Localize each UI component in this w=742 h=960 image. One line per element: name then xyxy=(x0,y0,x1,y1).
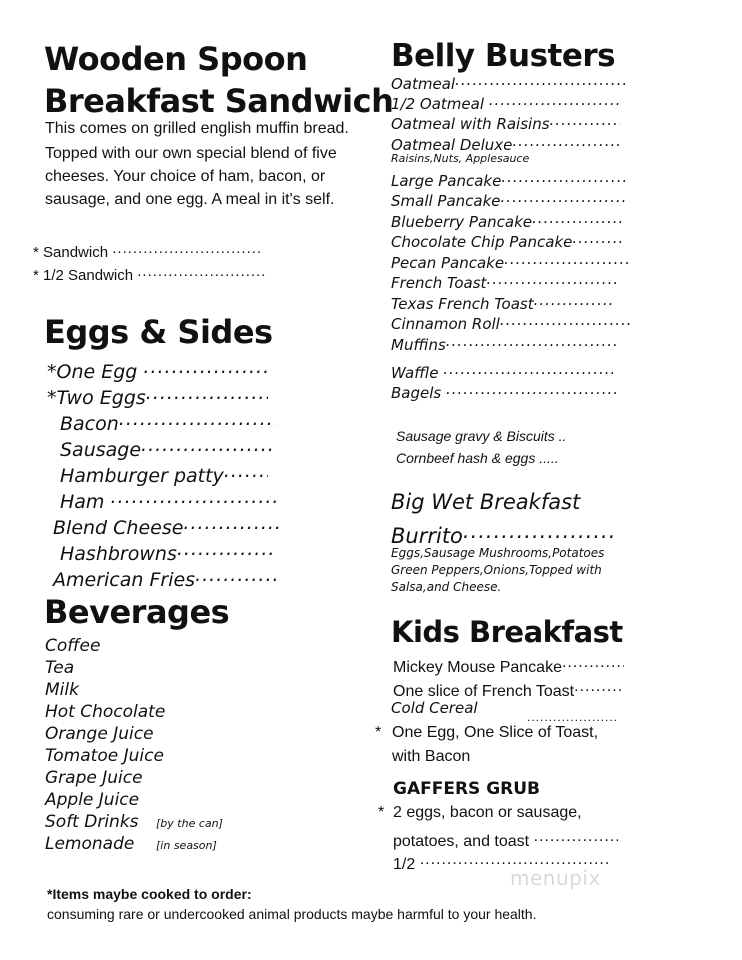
dot-leader xyxy=(572,229,624,247)
kids-combo-star: * xyxy=(375,724,382,741)
beverage-item: Apple Juice xyxy=(45,790,140,810)
dot-leader xyxy=(112,240,262,257)
dot-leader xyxy=(137,263,267,280)
menu-item xyxy=(393,828,618,851)
menu-item xyxy=(391,111,620,133)
menu-item xyxy=(33,263,278,284)
item-label: Hamburger patty xyxy=(60,465,224,487)
beverage-item: Milk xyxy=(45,680,79,700)
menu-item xyxy=(60,434,274,461)
extra-item: Cornbeef hash & eggs ..... xyxy=(396,450,559,466)
footer-note-title: *Items maybe cooked to order: xyxy=(47,886,252,902)
burrito-title-line1: Big Wet Breakfast xyxy=(391,490,581,514)
menu-item xyxy=(391,270,620,292)
dot-leader xyxy=(534,828,618,846)
dot-leader xyxy=(562,654,624,672)
dot-leader xyxy=(489,91,622,109)
dot-leader xyxy=(534,291,612,309)
menu-item xyxy=(391,229,624,251)
item-label: Sausage xyxy=(60,439,142,461)
item-label: Oatmeal xyxy=(391,75,456,93)
item-label: Muffins xyxy=(391,336,446,354)
burrito-desc-2: Green Peppers,Onions,Topped with xyxy=(391,563,602,577)
item-label: Blend Cheese xyxy=(53,517,184,539)
dot-leader xyxy=(446,380,618,398)
menu-item xyxy=(60,538,275,565)
burrito-desc-1: Eggs,Sausage Mushrooms,Potatoes xyxy=(391,546,605,560)
sandwich-desc-1: This comes on grilled english muffin bread. xyxy=(45,120,349,137)
menu-item xyxy=(391,91,622,113)
menu-item xyxy=(393,678,624,701)
menu-item xyxy=(47,382,268,409)
dot-leader xyxy=(463,519,617,543)
menu-item xyxy=(391,250,628,272)
item-label: Texas French Toast xyxy=(391,295,534,313)
sandwich-desc-2: Topped with our own special blend of five xyxy=(45,145,337,162)
item-label: Small Pancake xyxy=(391,192,501,210)
dot-leader xyxy=(574,678,624,696)
menu-item xyxy=(53,512,283,539)
beverage-item: Soft Drinks xyxy=(45,812,139,832)
menu-item xyxy=(391,311,632,333)
item-label: *One Egg xyxy=(47,361,138,383)
item-label: potatoes, and toast xyxy=(393,833,530,850)
item-label: French Toast xyxy=(391,274,487,292)
beverage-item: Tea xyxy=(45,658,75,678)
beverage-item: Lemonade xyxy=(45,834,135,854)
item-label: Pecan Pancake xyxy=(391,254,505,272)
dot-leader xyxy=(119,408,275,430)
menu-item xyxy=(60,486,276,513)
menu-item xyxy=(60,460,268,487)
item-label: Large Pancake xyxy=(391,172,502,190)
beverage-note: [by the can] xyxy=(156,817,223,830)
item-label: Bagels xyxy=(391,384,442,402)
dot-leader xyxy=(500,311,632,329)
dot-leader xyxy=(512,132,622,150)
extra-item: Sausage gravy & Biscuits .. xyxy=(396,428,567,444)
item-label: 1/2 Sandwich xyxy=(43,267,134,284)
dot-leader xyxy=(177,538,275,560)
menu-item xyxy=(60,408,275,435)
menu-item xyxy=(391,71,631,93)
star-marker: * xyxy=(33,267,39,284)
menu-item xyxy=(53,564,277,591)
menu-item xyxy=(391,360,613,382)
menu-item xyxy=(391,291,612,313)
menu-item xyxy=(47,356,268,383)
dot-leader xyxy=(501,168,625,186)
gaffers-line1: 2 eggs, bacon or sausage, xyxy=(393,804,582,821)
kids-title: Kids Breakfast xyxy=(391,615,623,649)
beverage-item: Coffee xyxy=(45,636,101,656)
deluxe-note: Raisins,Nuts, Applesauce xyxy=(391,152,530,165)
item-label: Chocolate Chip Pancake xyxy=(391,233,573,251)
dot-leader xyxy=(111,486,276,508)
menu-item: Cold Cereal xyxy=(391,699,478,717)
dot-leader xyxy=(183,512,283,534)
item-label: Cinnamon Roll xyxy=(391,315,500,333)
dot-leader xyxy=(195,564,277,586)
dot-leader xyxy=(455,71,627,89)
sandwich-desc-4: sausage, and one egg. A meal in it's self. xyxy=(45,191,335,208)
dot-leader xyxy=(141,434,274,456)
dot-leader xyxy=(143,356,268,378)
belly-busters-title: Belly Busters xyxy=(391,38,616,74)
dot-leader xyxy=(146,382,268,404)
beverage-item: Orange Juice xyxy=(45,724,154,744)
menu-item xyxy=(391,380,618,402)
star-marker: * xyxy=(33,244,39,261)
item-label: Waffle xyxy=(391,364,439,382)
beverage-item: Tomatoe Juice xyxy=(45,746,164,766)
dot-leader xyxy=(550,111,620,129)
sandwich-desc-3: cheeses. Your choice of ham, bacon, or xyxy=(45,168,326,185)
item-label: 1/2 xyxy=(393,856,416,873)
item-label: Hashbrowns xyxy=(60,543,177,565)
item-label: *Two Eggs xyxy=(47,387,146,409)
dot-leader xyxy=(504,250,628,268)
item-label: American Fries xyxy=(53,569,196,591)
menu-item xyxy=(391,188,627,210)
beverage-item: Hot Chocolate xyxy=(45,702,166,722)
menu-item xyxy=(33,240,278,261)
dot-leader xyxy=(443,360,613,378)
dot-leader xyxy=(446,332,618,350)
item-label: Oatmeal Deluxe xyxy=(391,136,513,154)
item-label: Oatmeal with Raisins xyxy=(391,115,550,133)
dot-leader xyxy=(224,460,268,482)
dot-leader xyxy=(501,188,627,206)
burrito-desc-3: Salsa,and Cheese. xyxy=(391,580,502,594)
sandwich-title-line1: Wooden Spoon xyxy=(44,40,308,78)
menu-item xyxy=(391,132,622,154)
item-label: Sandwich xyxy=(43,244,109,261)
menu-item xyxy=(391,168,625,190)
item-label: Bacon xyxy=(60,413,119,435)
eggs-sides-title: Eggs & Sides xyxy=(44,313,273,351)
item-label: One slice of French Toast xyxy=(393,683,575,700)
dot-leader xyxy=(532,209,624,227)
item-label: Mickey Mouse Pancake xyxy=(393,659,562,676)
footer-note-text: consuming rare or undercooked animal products maybe harmful to your health. xyxy=(47,906,537,922)
sandwich-title-line2: Breakfast Sandwich xyxy=(44,82,394,120)
item-label: Ham xyxy=(60,491,105,513)
beverage-note: [in season] xyxy=(156,839,217,852)
burrito-title-line2 xyxy=(391,519,617,548)
menu-item xyxy=(391,332,618,354)
beverages-title: Beverages xyxy=(44,593,230,631)
gaffers-star: * xyxy=(378,804,385,821)
dot-leader xyxy=(486,270,620,288)
menu-item xyxy=(391,209,624,231)
watermark: menupix xyxy=(510,866,601,890)
beverage-item: Grape Juice xyxy=(45,768,143,788)
item-label: Blueberry Pancake xyxy=(391,213,533,231)
gaffers-title: GAFFERS GRUB xyxy=(393,779,541,799)
kids-combo-line2: with Bacon xyxy=(392,748,471,765)
item-label: Burrito xyxy=(391,524,463,548)
menu-item xyxy=(393,654,624,677)
item-label: 1/2 Oatmeal xyxy=(391,95,484,113)
kids-combo-line1: One Egg, One Slice of Toast, xyxy=(392,724,599,741)
